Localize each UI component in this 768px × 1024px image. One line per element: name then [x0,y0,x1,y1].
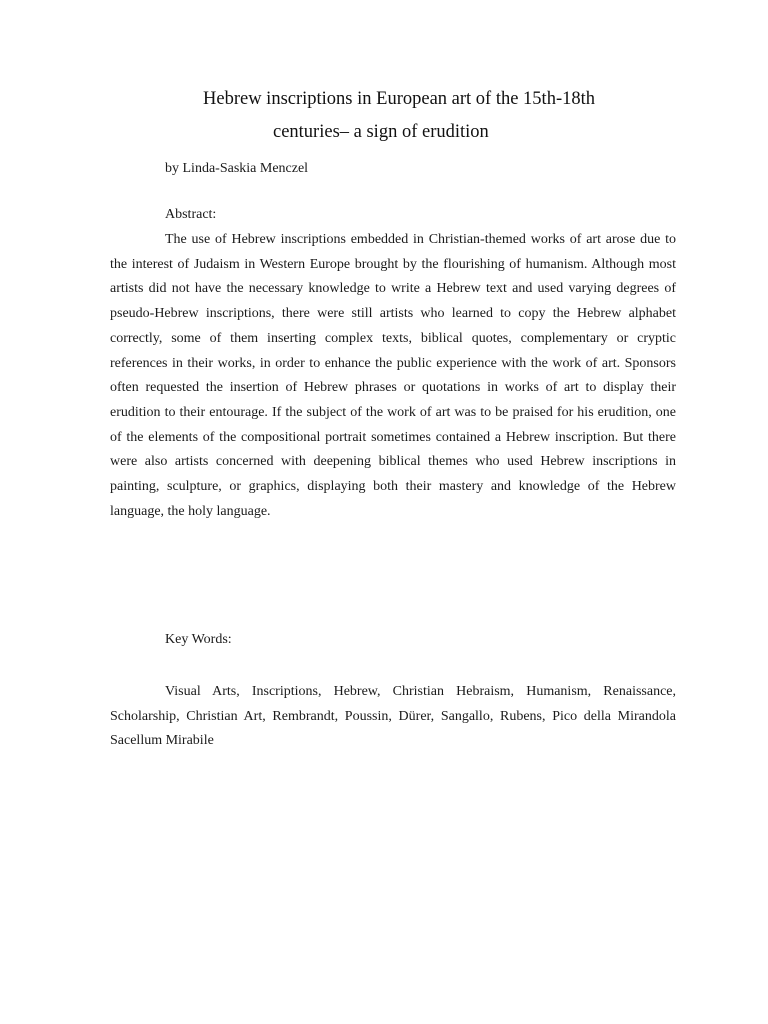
keywords-paragraph: Visual Arts, Inscriptions, Hebrew, Christian Hebraism, Humanism, Renaissance, Scholarship, Christian Art, Rembrandt, Poussin, Dürer, Sangallo, Rubens, Pico della Mirandola Sacellum Mirabile [110,684,676,749]
abstract-paragraph: The use of Hebrew inscriptions embedded in Christian-themed works of art arose due to the interest of Judaism in Western Europe brought by the flourishing of humanism. Although most artists did not have the necessary knowledge to write a Hebrew text and used varying degrees of pseudo-Hebrew inscriptions, there were still artists who learned to copy the Hebrew alphabet correctly, some of them inserting complex texts, biblical quotes, complementary or cryptic references in their works, in order to enhance the public experience with the work of art. Sponsors often requested the insertion of Hebrew phrases or quotations in works of art to display their erudition to their entourage. If the subject of the work of art was to be praised for his erudition, one of the elements of the compositional portrait sometimes contained a Hebrew inscription. But there were also artists concerned with deepening biblical themes who used Hebrew inscriptions in painting, sculpture, or graphics, displaying both their mastery and knowledge of the Hebrew language, the holy language. [110,232,676,519]
keywords-heading: Key Words: [165,632,232,647]
author-byline: by Linda-Saskia Menczel [165,161,309,176]
abstract-heading: Abstract: [165,207,217,222]
paper-title-line-2: centuries– a sign of erudition [273,122,489,142]
paper-title-line-1: Hebrew inscriptions in European art of the 15th-18th [203,89,595,109]
